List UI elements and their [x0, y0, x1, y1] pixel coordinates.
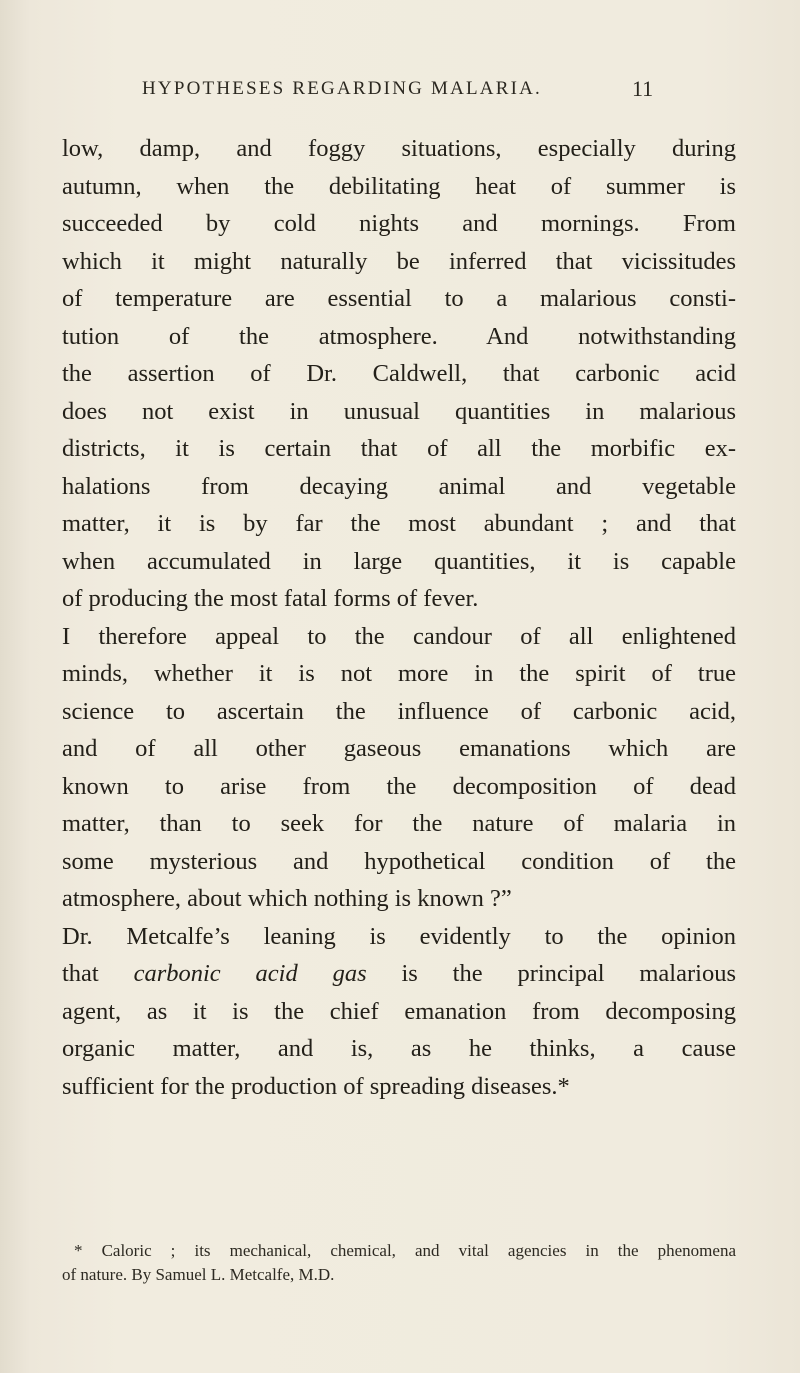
text-line: atmosphere, about which nothing is known ?”: [62, 885, 512, 912]
page-number: 11: [632, 76, 654, 101]
text-line: autumn, when the debilitating heat of summer is: [62, 172, 736, 200]
text-line: some mysterious and hypothetical condition of the: [62, 847, 736, 875]
footnote-line: of nature. By Samuel L. Metcalfe, M.D.: [62, 1265, 335, 1284]
text-segment: is the principal malarious: [366, 960, 736, 987]
italic-term: carbonic acid gas: [133, 960, 367, 987]
text-segment: that: [62, 960, 134, 987]
running-head: HYPOTHESES REGARDING MALARIA.: [142, 78, 543, 99]
text-line: does not exist in unusual quantities in malarious: [62, 397, 736, 425]
text-line: the assertion of Dr. Caldwell, that carbonic acid: [62, 360, 736, 387]
text-line: tution of the atmosphere. And notwithstanding: [62, 322, 736, 350]
text-line: minds, whether it is not more in the spirit of true: [62, 660, 736, 687]
text-line: sufficient for the production of spreading diseases.*: [62, 1072, 570, 1100]
text-line: agent, as it is the chief emanation from decomposing: [62, 997, 736, 1025]
body-text: [62, 130, 736, 1105]
text-line: succeeded by cold nights and mornings. From: [62, 210, 736, 237]
text-line: I therefore appeal to the candour of all enlightened: [62, 622, 736, 650]
text-line: organic matter, and is, as he thinks, a cause: [62, 1035, 736, 1062]
footnote: [62, 1239, 736, 1287]
text-line: of producing the most fatal forms of fever.: [62, 585, 479, 612]
page-header: [0, 78, 800, 112]
text-line: districts, it is certain that of all the morbific ex-: [62, 435, 736, 462]
text-line: matter, than to seek for the nature of malaria in: [62, 810, 736, 837]
text-line: of temperature are essential to a malarious consti-: [62, 285, 736, 312]
text-line: science to ascertain the influence of carbonic acid,: [62, 697, 736, 725]
text-line-with-italic: [62, 955, 736, 993]
text-line: known to arise from the decomposition of dead: [62, 772, 736, 800]
text-line: halations from decaying animal and vegetable: [62, 472, 736, 500]
text-line: low, damp, and foggy situations, especially during: [62, 135, 736, 162]
footnote-line: * Caloric ; its mechanical, chemical, and vital agencies in the phenomena: [74, 1241, 736, 1260]
text-line: matter, it is by far the most abundant ; and that: [62, 510, 736, 537]
text-line: when accumulated in large quantities, it is capable: [62, 547, 736, 575]
text-line: and of all other gaseous emanations which are: [62, 735, 736, 762]
text-line: which it might naturally be inferred that vicissitudes: [62, 247, 736, 275]
text-line: Dr. Metcalfe’s leaning is evidently to the opinion: [62, 922, 736, 950]
